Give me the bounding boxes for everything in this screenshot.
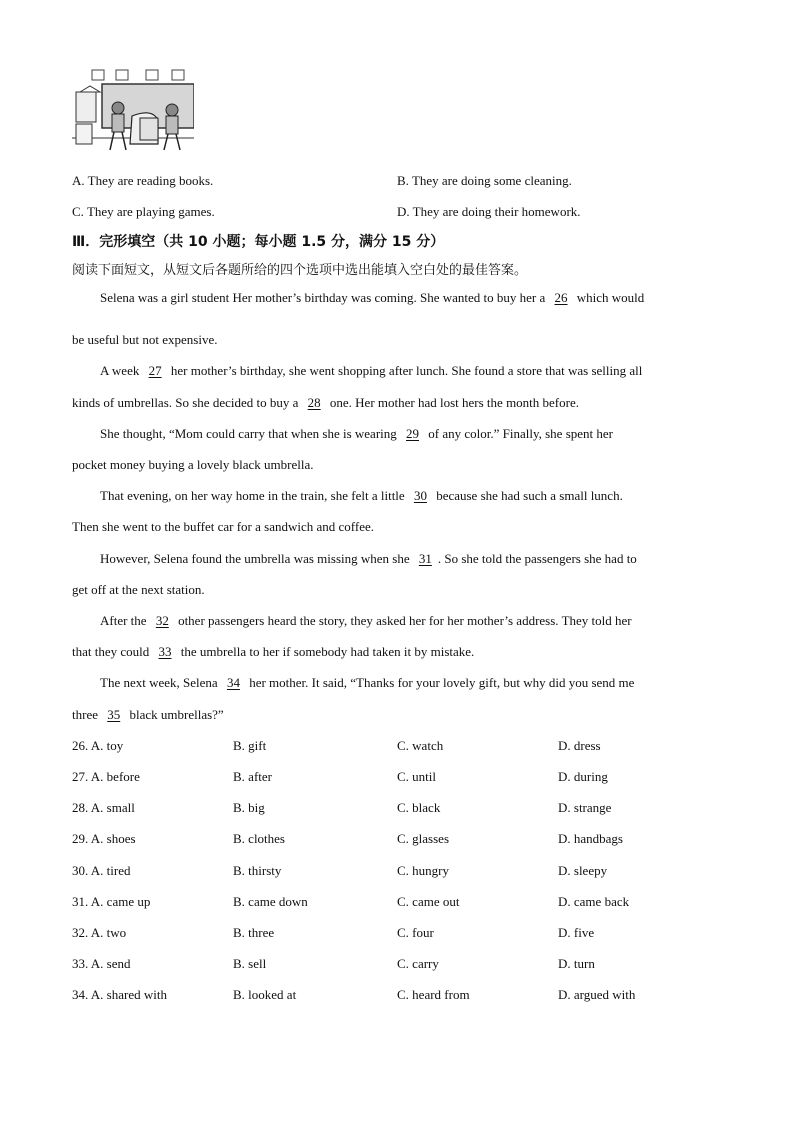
passage-text: After the	[100, 613, 150, 628]
option-text: They are doing some cleaning.	[411, 173, 572, 188]
passage-line: be useful but not expensive.	[72, 332, 218, 347]
option-c-text: carry	[412, 956, 439, 971]
option-b-text: thirsty	[248, 863, 282, 878]
question-number: 26. A.	[72, 738, 104, 753]
option-a-text: shoes	[106, 831, 136, 846]
passage-text: Selena was a girl student Her mother’s birthday was coming. She wanted to buy her a	[100, 290, 549, 305]
option-b-text: came down	[248, 894, 308, 909]
option-c-text: four	[412, 925, 434, 940]
blank-34: 34	[226, 675, 240, 690]
option-c-text: hungry	[412, 863, 450, 878]
passage-line	[72, 707, 224, 723]
option-a-text: toy	[106, 738, 124, 753]
option-a-text: small	[106, 800, 135, 815]
option-a-text: before	[106, 769, 140, 784]
option-b-text: gift	[248, 738, 267, 753]
option-a-text: came up	[106, 894, 151, 909]
option-label: C.	[72, 204, 84, 219]
passage-line	[100, 426, 613, 442]
passage-line: pocket money buying a lovely black umbrella.	[72, 457, 314, 472]
passage-text: A week	[100, 363, 143, 378]
option-d-text: five	[573, 925, 595, 940]
option-d-text: during	[573, 769, 608, 784]
option-c-text: came out	[412, 894, 460, 909]
prev-option-a	[72, 173, 213, 189]
classroom-illustration	[72, 68, 194, 154]
passage-text: other passengers heard the story, they asked her for her mother’s address. They told her	[174, 613, 632, 628]
question-number: 32. A.	[72, 925, 104, 940]
question-number: 33. A.	[72, 956, 104, 971]
option-c-text: black	[412, 800, 441, 815]
section-title: Ⅲ．完形填空（共 10 小题；每小题 1.5 分，满分 15 分）	[72, 234, 445, 250]
option-d-text: turn	[573, 956, 595, 971]
passage-text: which would	[573, 290, 645, 305]
blank-27: 27	[148, 363, 162, 378]
blank-29: 29	[406, 426, 420, 441]
prev-option-c	[72, 204, 215, 220]
section-instruction: 阅读下面短文，从短文后各题所给的四个选项中选出能填入空白处的最佳答案。	[72, 263, 528, 278]
question-number: 31. A.	[72, 894, 104, 909]
option-text: They are reading books.	[87, 173, 214, 188]
passage-line	[72, 644, 474, 660]
option-b-text: looked at	[248, 987, 297, 1002]
passage-text: of any color.” Finally, she spent her	[425, 426, 613, 441]
option-b-text: sell	[248, 956, 267, 971]
passage-line	[72, 395, 579, 411]
option-b-text: after	[248, 769, 272, 784]
passage-text: her mother’s birthday, she went shopping after lunch. She found a store that was selling all	[167, 363, 643, 378]
question-number: 27. A.	[72, 769, 104, 784]
passage-line: get off at the next station.	[72, 582, 205, 597]
option-d-text: argued with	[573, 987, 636, 1002]
passage-line	[100, 675, 634, 691]
passage-text: the umbrella to her if somebody had taken it by mistake.	[177, 644, 475, 659]
blank-28: 28	[307, 395, 321, 410]
passage-line	[100, 613, 632, 629]
passage-text: That evening, on her way home in the train, she felt a little	[100, 488, 408, 503]
passage-line	[100, 290, 644, 306]
option-d-text: came back	[573, 894, 630, 909]
passage-line: Then she went to the buffet car for a sandwich and coffee.	[72, 519, 375, 534]
passage-text: She thought, “Mom could carry that when she is wearing	[100, 426, 401, 441]
blank-32: 32	[155, 613, 169, 628]
option-c-text: watch	[412, 738, 444, 753]
option-c-text: heard from	[412, 987, 470, 1002]
option-a-text: tired	[106, 863, 131, 878]
option-d-text: strange	[573, 800, 612, 815]
passage-text: kinds of umbrellas. So she decided to buy a	[72, 395, 302, 410]
blank-26: 26	[554, 290, 568, 305]
option-a-text: send	[106, 956, 131, 971]
exam-page: A. They are reading books. B. They are doing some cleaning. C. They are playing games. D. They are doing their homework. Ⅲ．完形填空（共 10 小题；每小题 1.5 分，满分 15 分） 阅读下面短文，从短文后各题所给的四个选项中选出能填入空白处的最佳答案。 Selena was a girl student Her mother’s birthday was coming. She wanted to buy her a 26 which would be useful but not expensive. A week 27 her mother’s birthday, she went shopping after lunch. She found a store that was selling all kinds of umbrellas. So she decided to buy a 28 one. Her mother had lost hers the month before. She thought, “Mom could carry that when she is wearing 29 of any color.” Finally, she spent her pocket money buying a lovely black umbrella. That evening, on her way home in the train, she felt a little 30 because she had such a small lunch. Then she went to the buffet car for a sandwich and coffee. However, Selena found the umbrella was missing when she 31 . So she told the passengers she had to get off at the next station. After the 32 other passengers heard the story, they asked her for her mother’s address. They told her that they could 33 the umbrella to her if somebody had taken it by mistake. The next week, Selena 34 her mother. It said, “Thanks for your lovely gift, but why did you send me three 35 black umbrellas?” 26. A. toy B. gift C. watch D. dress 27. A. before B. after C. until D. during 28. A. small B. big C. black D. strange 29. A. shoes B. clothes C. glasses D. handbags 30. A. tired B. thirsty C. hungry D. sleepy 31. A. came up B. came down C. came out D. came back 32. A. two B. three C. four D. five 33. A. send B. sell C. carry D. turn 34. A. shared with B. looked at C. heard from D. argued with	[0, 0, 794, 1123]
option-text: They are playing games.	[86, 204, 215, 219]
question-number: 34. A.	[72, 987, 104, 1002]
passage-text: that they could	[72, 644, 153, 659]
passage-text: The next week, Selena	[100, 675, 221, 690]
option-d-text: handbags	[573, 831, 623, 846]
blank-35: 35	[107, 707, 121, 722]
question-number: 28. A.	[72, 800, 104, 815]
option-d-text: sleepy	[573, 863, 608, 878]
question-number: 29. A.	[72, 831, 104, 846]
passage-text: black umbrellas?”	[126, 707, 224, 722]
passage-text: because she had such a small lunch.	[432, 488, 623, 503]
option-b-text: three	[248, 925, 275, 940]
option-c-text: glasses	[412, 831, 450, 846]
passage-text: her mother. It said, “Thanks for your lovely gift, but why did you send me	[245, 675, 635, 690]
blank-31: 31	[418, 551, 432, 566]
option-a-text: two	[106, 925, 127, 940]
passage-line	[100, 363, 642, 379]
passage-text: three	[72, 707, 102, 722]
blank-30: 30	[413, 488, 427, 503]
option-d-text: dress	[573, 738, 601, 753]
passage-text: . So she told the passengers she had to	[437, 551, 637, 566]
passage-line	[100, 488, 623, 504]
option-c-text: until	[412, 769, 437, 784]
question-number: 30. A.	[72, 863, 104, 878]
option-b-text: clothes	[248, 831, 285, 846]
passage-text: However, Selena found the umbrella was missing when she	[100, 551, 413, 566]
option-text: They are doing their homework.	[412, 204, 581, 219]
option-label: B.	[397, 173, 409, 188]
option-label: D.	[397, 204, 410, 219]
passage-text: one. Her mother had lost hers the month before.	[326, 395, 579, 410]
option-a-text: shared with	[106, 987, 167, 1002]
option-b-text: big	[248, 800, 265, 815]
prev-option-d	[397, 204, 581, 220]
prev-option-b	[397, 173, 572, 189]
option-label: A.	[72, 173, 85, 188]
blank-33: 33	[158, 644, 172, 659]
passage-line	[100, 551, 637, 567]
